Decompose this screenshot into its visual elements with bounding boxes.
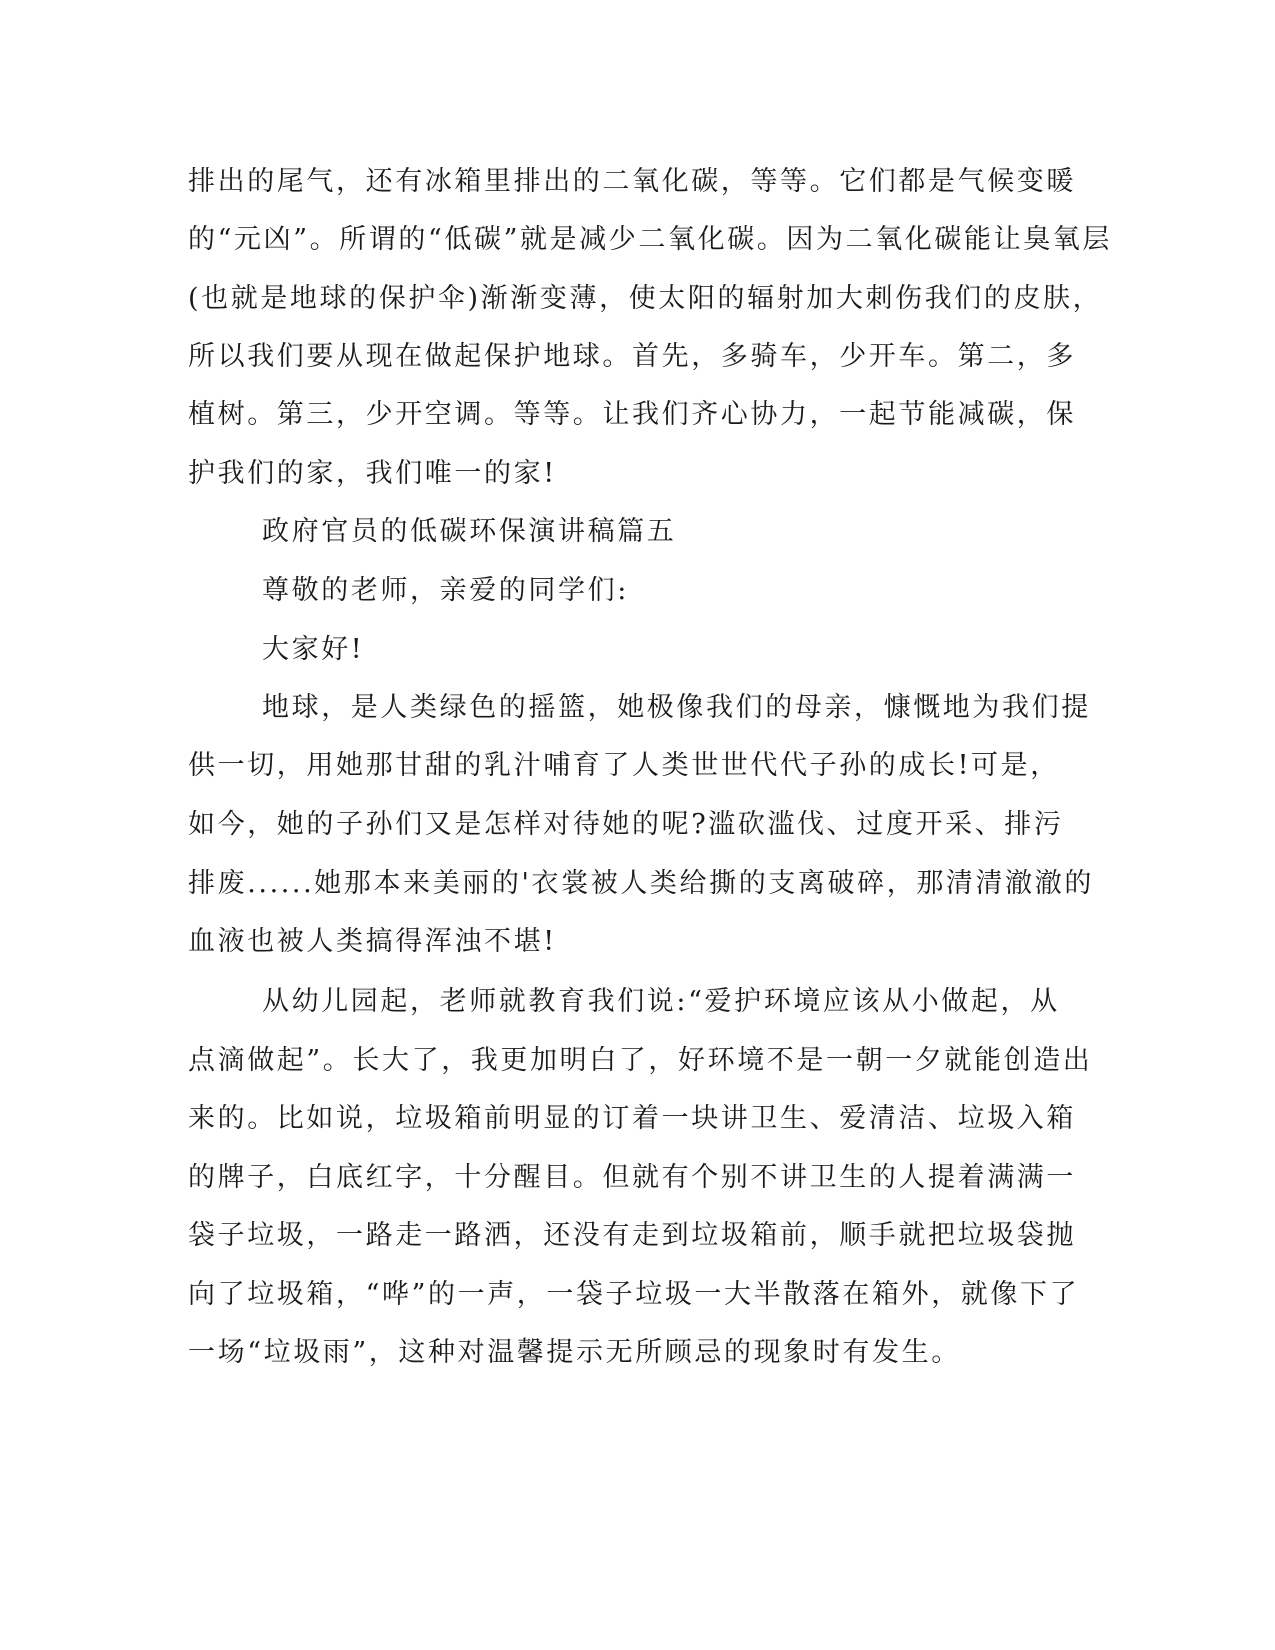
body-text-line: 地球，是人类绿色的摇篮，她极像我们的母亲，慷慨地为我们提 [262,692,1091,723]
body-text-line: 的牌子，白底红字，十分醒目。但就有个别不讲卫生的人提着满满一 [188,1162,1076,1193]
body-text-line: 袋子垃圾，一路走一路洒，还没有走到垃圾箱前，顺手就把垃圾袋抛 [188,1220,1076,1251]
body-text-line: 如今，她的子孙们又是怎样对待她的呢?滥砍滥伐、过度开采、排污 [188,809,1064,840]
section-title: 政府官员的低碳环保演讲稿篇五 [262,516,677,547]
body-text-line: 护我们的家，我们唯一的家! [188,458,557,489]
salutation: 尊敬的老师，亲爱的同学们: [262,575,629,606]
body-text-line: 的“元凶”。所谓的“低碳”就是减少二氧化碳。因为二氧化碳能让臭氧层 [188,224,1113,255]
body-text-line: 血液也被人类搞得浑浊不堪! [188,926,557,957]
body-text-line: 供一切，用她那甘甜的乳汁哺育了人类世世代代子孙的成长!可是， [188,750,1060,781]
body-text-line: 向了垃圾箱，“哗”的一声，一袋子垃圾一大半散落在箱外，就像下了 [188,1279,1080,1310]
body-text-line: 一场“垃圾雨”，这种对温馨提示无所顾忌的现象时有发生。 [188,1337,961,1368]
body-text-line: 点滴做起”。长大了，我更加明白了，好环境不是一朝一夕就能创造出 [188,1045,1093,1076]
body-text-line: 排废......她那本来美丽的'衣裳被人类给撕的支离破碎，那清清澈澈的 [188,868,1094,899]
greeting: 大家好! [262,634,365,665]
body-text-line: 植树。第三，少开空调。等等。让我们齐心协力，一起节能减碳，保 [188,399,1076,430]
body-text-line: 排出的尾气，还有冰箱里排出的二氧化碳，等等。它们都是气候变暖 [188,166,1076,197]
body-text-line: (也就是地球的保护伞)渐渐变薄，使太阳的辐射加大刺伤我们的皮肤， [188,283,1103,314]
body-text-line: 从幼儿园起，老师就教育我们说:“爱护环境应该从小做起，从 [262,986,1060,1017]
body-text-line: 所以我们要从现在做起保护地球。首先，多骑车，少开车。第二，多 [188,341,1076,372]
body-text-line: 来的。比如说，垃圾箱前明显的订着一块讲卫生、爱清洁、垃圾入箱 [188,1103,1076,1134]
